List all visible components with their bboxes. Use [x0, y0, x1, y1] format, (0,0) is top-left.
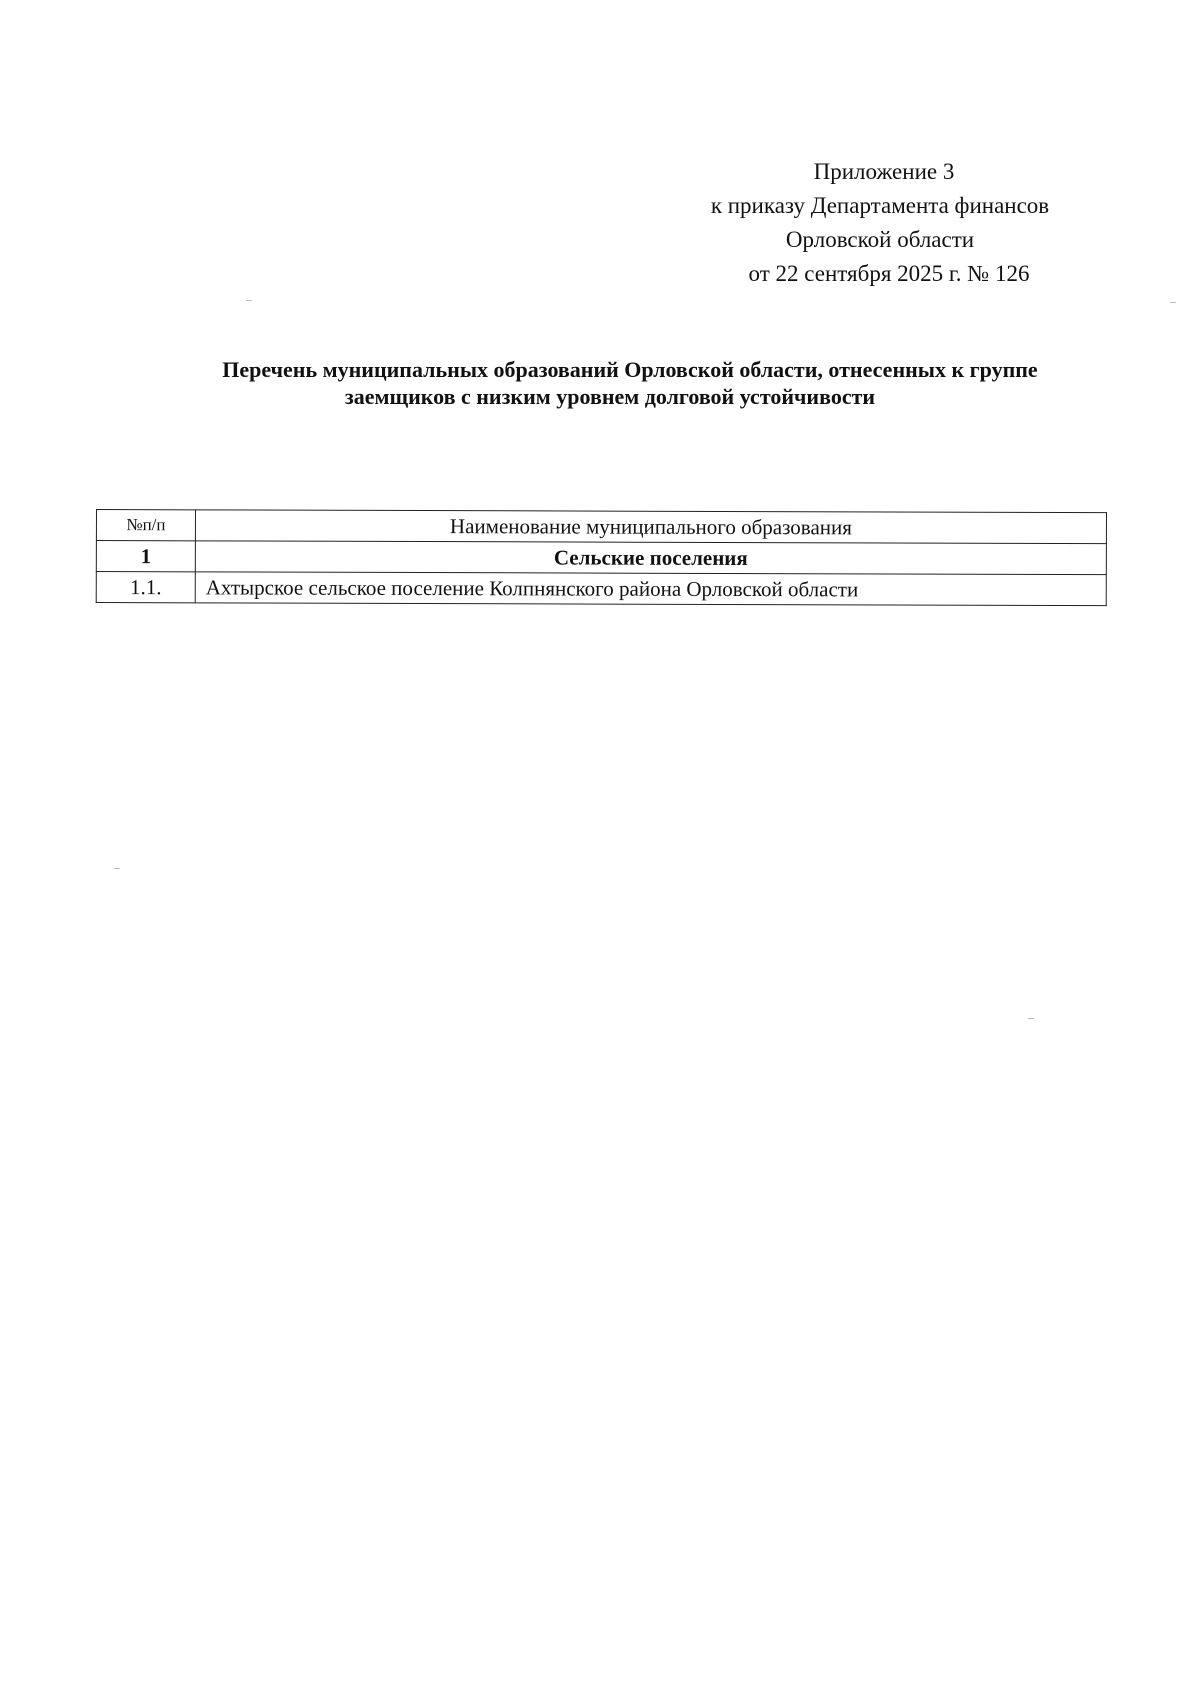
table-section-row [96, 541, 1106, 575]
table-row [96, 572, 1106, 606]
appendix-block [660, 155, 1100, 291]
appendix-number: Приложение 3 [813, 159, 955, 184]
table-header-row [96, 510, 1106, 544]
title-line-2: заемщиков с низким уровнем долговой устойчивости [344, 384, 876, 409]
header-number-cell: №п/п [96, 510, 195, 541]
municipalities-table [96, 509, 1107, 606]
appendix-region: Орловской области [785, 227, 975, 252]
scan-speck [1170, 302, 1176, 303]
scan-speck [246, 300, 252, 301]
row-name-cell: Ахтырское сельское поселение Колпнянского района Орловской области [195, 572, 1106, 606]
scan-speck [1028, 1018, 1034, 1019]
row-number-cell: 1.1. [96, 572, 195, 603]
title-line-1: Перечень муниципальных образований Орловской области, отнесенных к группе [222, 357, 1038, 382]
appendix-order-reference: к приказу Департамента финансов [710, 193, 1050, 218]
header-name-cell: Наименование муниципального образования [195, 510, 1106, 544]
document-title [160, 356, 1100, 410]
scan-speck [114, 868, 120, 869]
section-number-cell: 1 [96, 541, 195, 572]
appendix-date: от 22 сентября 2025 г. № 126 [748, 261, 1030, 286]
section-name-cell: Сельские поселения [195, 541, 1106, 575]
